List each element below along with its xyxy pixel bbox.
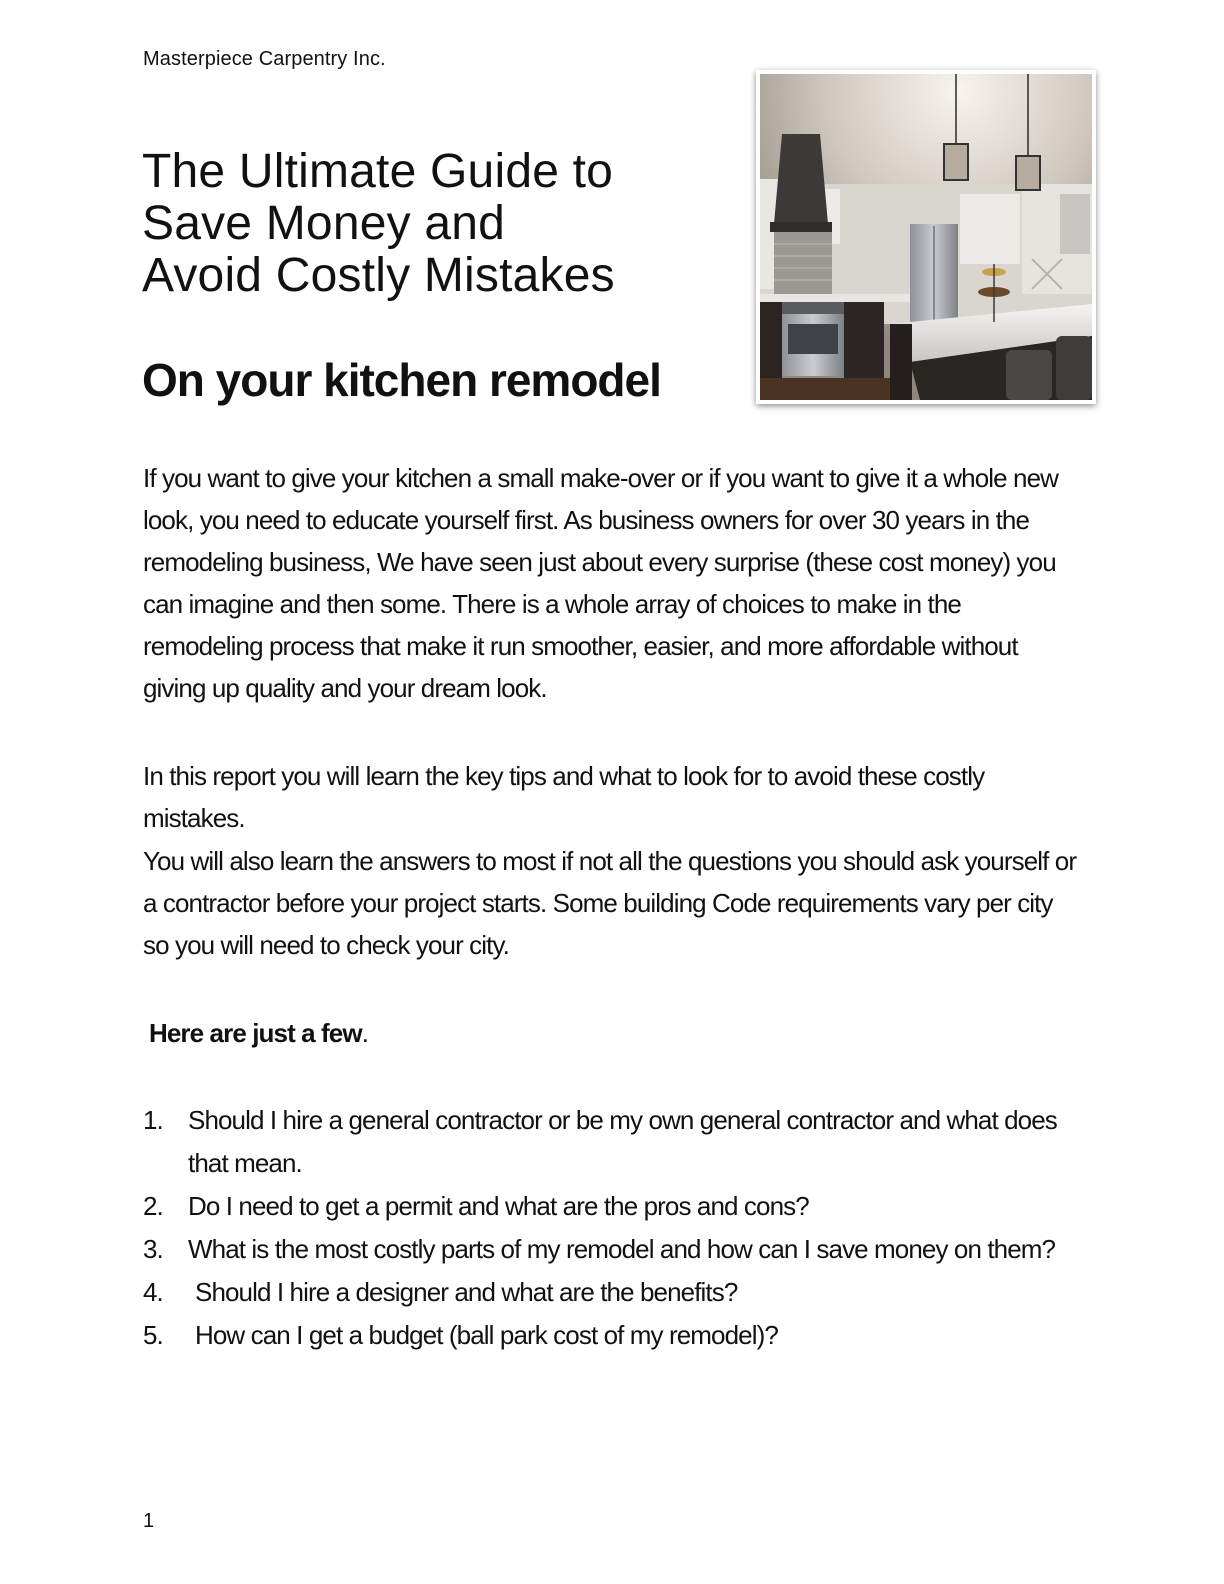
kitchen-photo <box>756 70 1096 404</box>
question-list <box>143 1099 1083 1357</box>
list-item-number: 5. <box>143 1320 163 1350</box>
lead-bold-text: Here are just a few <box>149 1018 362 1048</box>
report-paragraph: In this report you will learn the key tips and what to look for to avoid these costly mistakes. <box>143 761 985 833</box>
list-lead-in <box>149 1012 368 1054</box>
list-item <box>143 1271 1083 1314</box>
list-item-text: How can I get a budget (ball park cost of my remodel)? <box>195 1320 778 1350</box>
title-line-3: Avoid Costly Mistakes <box>142 249 615 302</box>
list-item <box>143 1185 1083 1228</box>
list-item-text: Do I need to get a permit and what are the pros and cons? <box>188 1191 809 1221</box>
list-item-number: 3. <box>143 1234 163 1264</box>
intro-paragraph: If you want to give your kitchen a small make-over or if you want to give it a whole new look, you need to educate yourself first. As business owners for over 30 years in the remodeling business, We have seen just about every surprise (these cost money) you can imagine and then some. There is a whole array of choices to make in the remodeling process that make it run smoother, easier, and more affordable without giving up quality and your dream look. <box>143 463 1059 703</box>
list-item <box>143 1228 1083 1271</box>
list-item-number: 4. <box>143 1277 163 1307</box>
list-item-number: 1. <box>143 1105 163 1135</box>
page-title <box>142 146 742 302</box>
company-name: Masterpiece Carpentry Inc. <box>143 48 386 70</box>
list-item-text: Should I hire a general contractor or be my own general contractor and what does that mean. <box>188 1105 1057 1178</box>
kitchen-illustration <box>760 74 1092 400</box>
page-number: 1 <box>143 1510 155 1532</box>
list-item <box>143 1099 1083 1185</box>
title-line-1: The Ultimate Guide to <box>142 145 614 198</box>
list-item-number: 2. <box>143 1191 163 1221</box>
title-line-2: Save Money and <box>142 197 506 250</box>
list-item-text: Should I hire a designer and what are the benefits? <box>195 1277 738 1307</box>
lead-period: . <box>361 1018 369 1048</box>
answers-paragraph: You will also learn the answers to most if not all the questions you should ask yourself or a contractor before your project starts. Some building Code requirements vary per city so you will need to check your city. <box>143 846 1077 960</box>
list-item <box>143 1314 1083 1357</box>
list-item-text: What is the most costly parts of my remodel and how can I save money on them? <box>188 1234 1056 1264</box>
page-subtitle: On your kitchen remodel <box>142 354 661 406</box>
